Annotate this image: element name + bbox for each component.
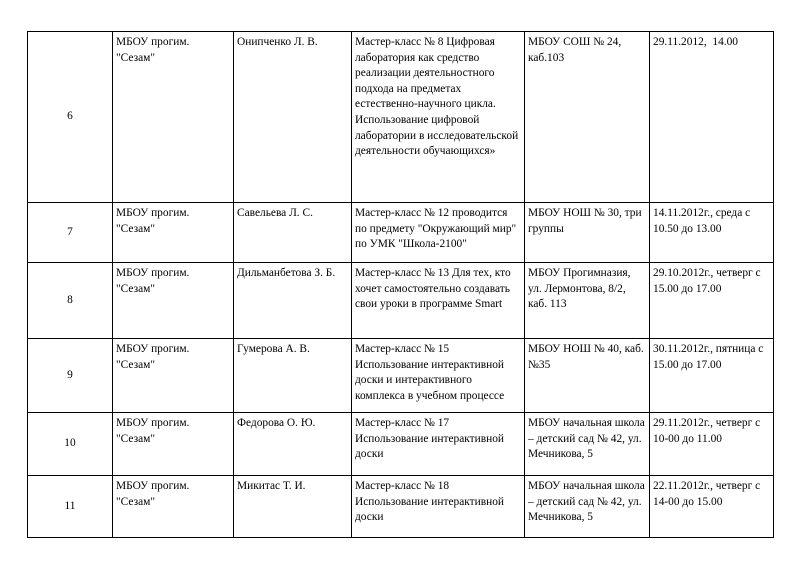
school-title: "Сезам" (116, 282, 155, 295)
school-name: МБОУ прогим. (116, 267, 190, 279)
teacher-cell: Онипченко Л. В. (234, 32, 352, 203)
school-name: МБОУ прогим. (116, 207, 190, 219)
location-cell: МБОУ НОШ № 30, три группы (525, 203, 650, 263)
school-cell (113, 32, 234, 203)
table-row (28, 32, 774, 203)
table-row (28, 263, 774, 339)
datetime-cell: 22.11.2012г., четверг с 14-00 до 15.00 (650, 476, 774, 538)
school-title: "Сезам" (116, 222, 155, 235)
location-cell: МБОУ СОШ № 24, каб.103 (525, 32, 650, 203)
datetime-cell: 29.11.2012, 14.00 (650, 32, 774, 203)
school-name: МБОУ прогим. (116, 36, 190, 48)
row-number: 6 (28, 32, 113, 203)
datetime-cell: 30.11.2012г., пятница с 15.00 до 17.00 (650, 339, 774, 413)
event-cell: Мастер-класс № 18 Использование интерактивной доски (352, 476, 525, 538)
datetime-cell: 29.11.2012г., четверг с 10-00 до 11.00 (650, 413, 774, 476)
row-number: 8 (28, 263, 113, 339)
teacher-cell: Микитас Т. И. (234, 476, 352, 538)
datetime-cell: 29.10.2012г., четверг с 15.00 до 17.00 (650, 263, 774, 339)
table-row (28, 203, 774, 263)
table-row (28, 339, 774, 413)
location-cell: МБОУ начальная школа – детский сад № 42, ул. Мечникова, 5 (525, 413, 650, 476)
datetime-cell: 14.11.2012г., среда с 10.50 до 13.00 (650, 203, 774, 263)
school-title: "Сезам" (116, 495, 155, 508)
event-cell: Мастер-класс № 13 Для тех, кто хочет самостоятельно создавать свои уроки в программе Smart (352, 263, 525, 339)
school-name: МБОУ прогим. (116, 343, 190, 355)
event-cell: Мастер-класс № 12 проводится по предмету "Окружающий мир" по УМК "Школа-2100" (352, 203, 525, 263)
teacher-cell: Савельева Л. С. (234, 203, 352, 263)
row-number: 9 (28, 339, 113, 413)
school-cell (113, 476, 234, 538)
location-cell: МБОУ начальная школа – детский сад № 42, ул. Мечникова, 5 (525, 476, 650, 538)
row-number: 7 (28, 203, 113, 263)
master-class-schedule-table (27, 31, 774, 538)
school-cell (113, 339, 234, 413)
table-row (28, 476, 774, 538)
teacher-cell: Федорова О. Ю. (234, 413, 352, 476)
school-title: "Сезам" (116, 432, 155, 445)
row-number: 10 (28, 413, 113, 476)
school-cell (113, 263, 234, 339)
row-number: 11 (28, 476, 113, 538)
event-cell: Мастер-класс № 15 Использование интерактивной доски и интерактивного комплекса в учебном процессе (352, 339, 525, 413)
table-row (28, 413, 774, 476)
location-cell: МБОУ Прогимназия, ул. Лермонтова, 8/2, каб. 113 (525, 263, 650, 339)
school-cell (113, 413, 234, 476)
teacher-cell: Дильманбетова З. Б. (234, 263, 352, 339)
school-name: МБОУ прогим. (116, 417, 190, 429)
school-name: МБОУ прогим. (116, 480, 190, 492)
school-title: "Сезам" (116, 358, 155, 371)
school-title: "Сезам" (116, 51, 155, 64)
event-cell: Мастер-класс № 17 Использование интерактивной доски (352, 413, 525, 476)
event-cell: Мастер-класс № 8 Цифровая лаборатория как средство реализации деятельностного подхода на предметах естественно-научного цикла. Использование цифровой лаборатории в исследовательской деятельности обучающихся» (352, 32, 525, 203)
teacher-cell: Гумерова А. В. (234, 339, 352, 413)
location-cell: МБОУ НОШ № 40, каб. №35 (525, 339, 650, 413)
school-cell (113, 203, 234, 263)
